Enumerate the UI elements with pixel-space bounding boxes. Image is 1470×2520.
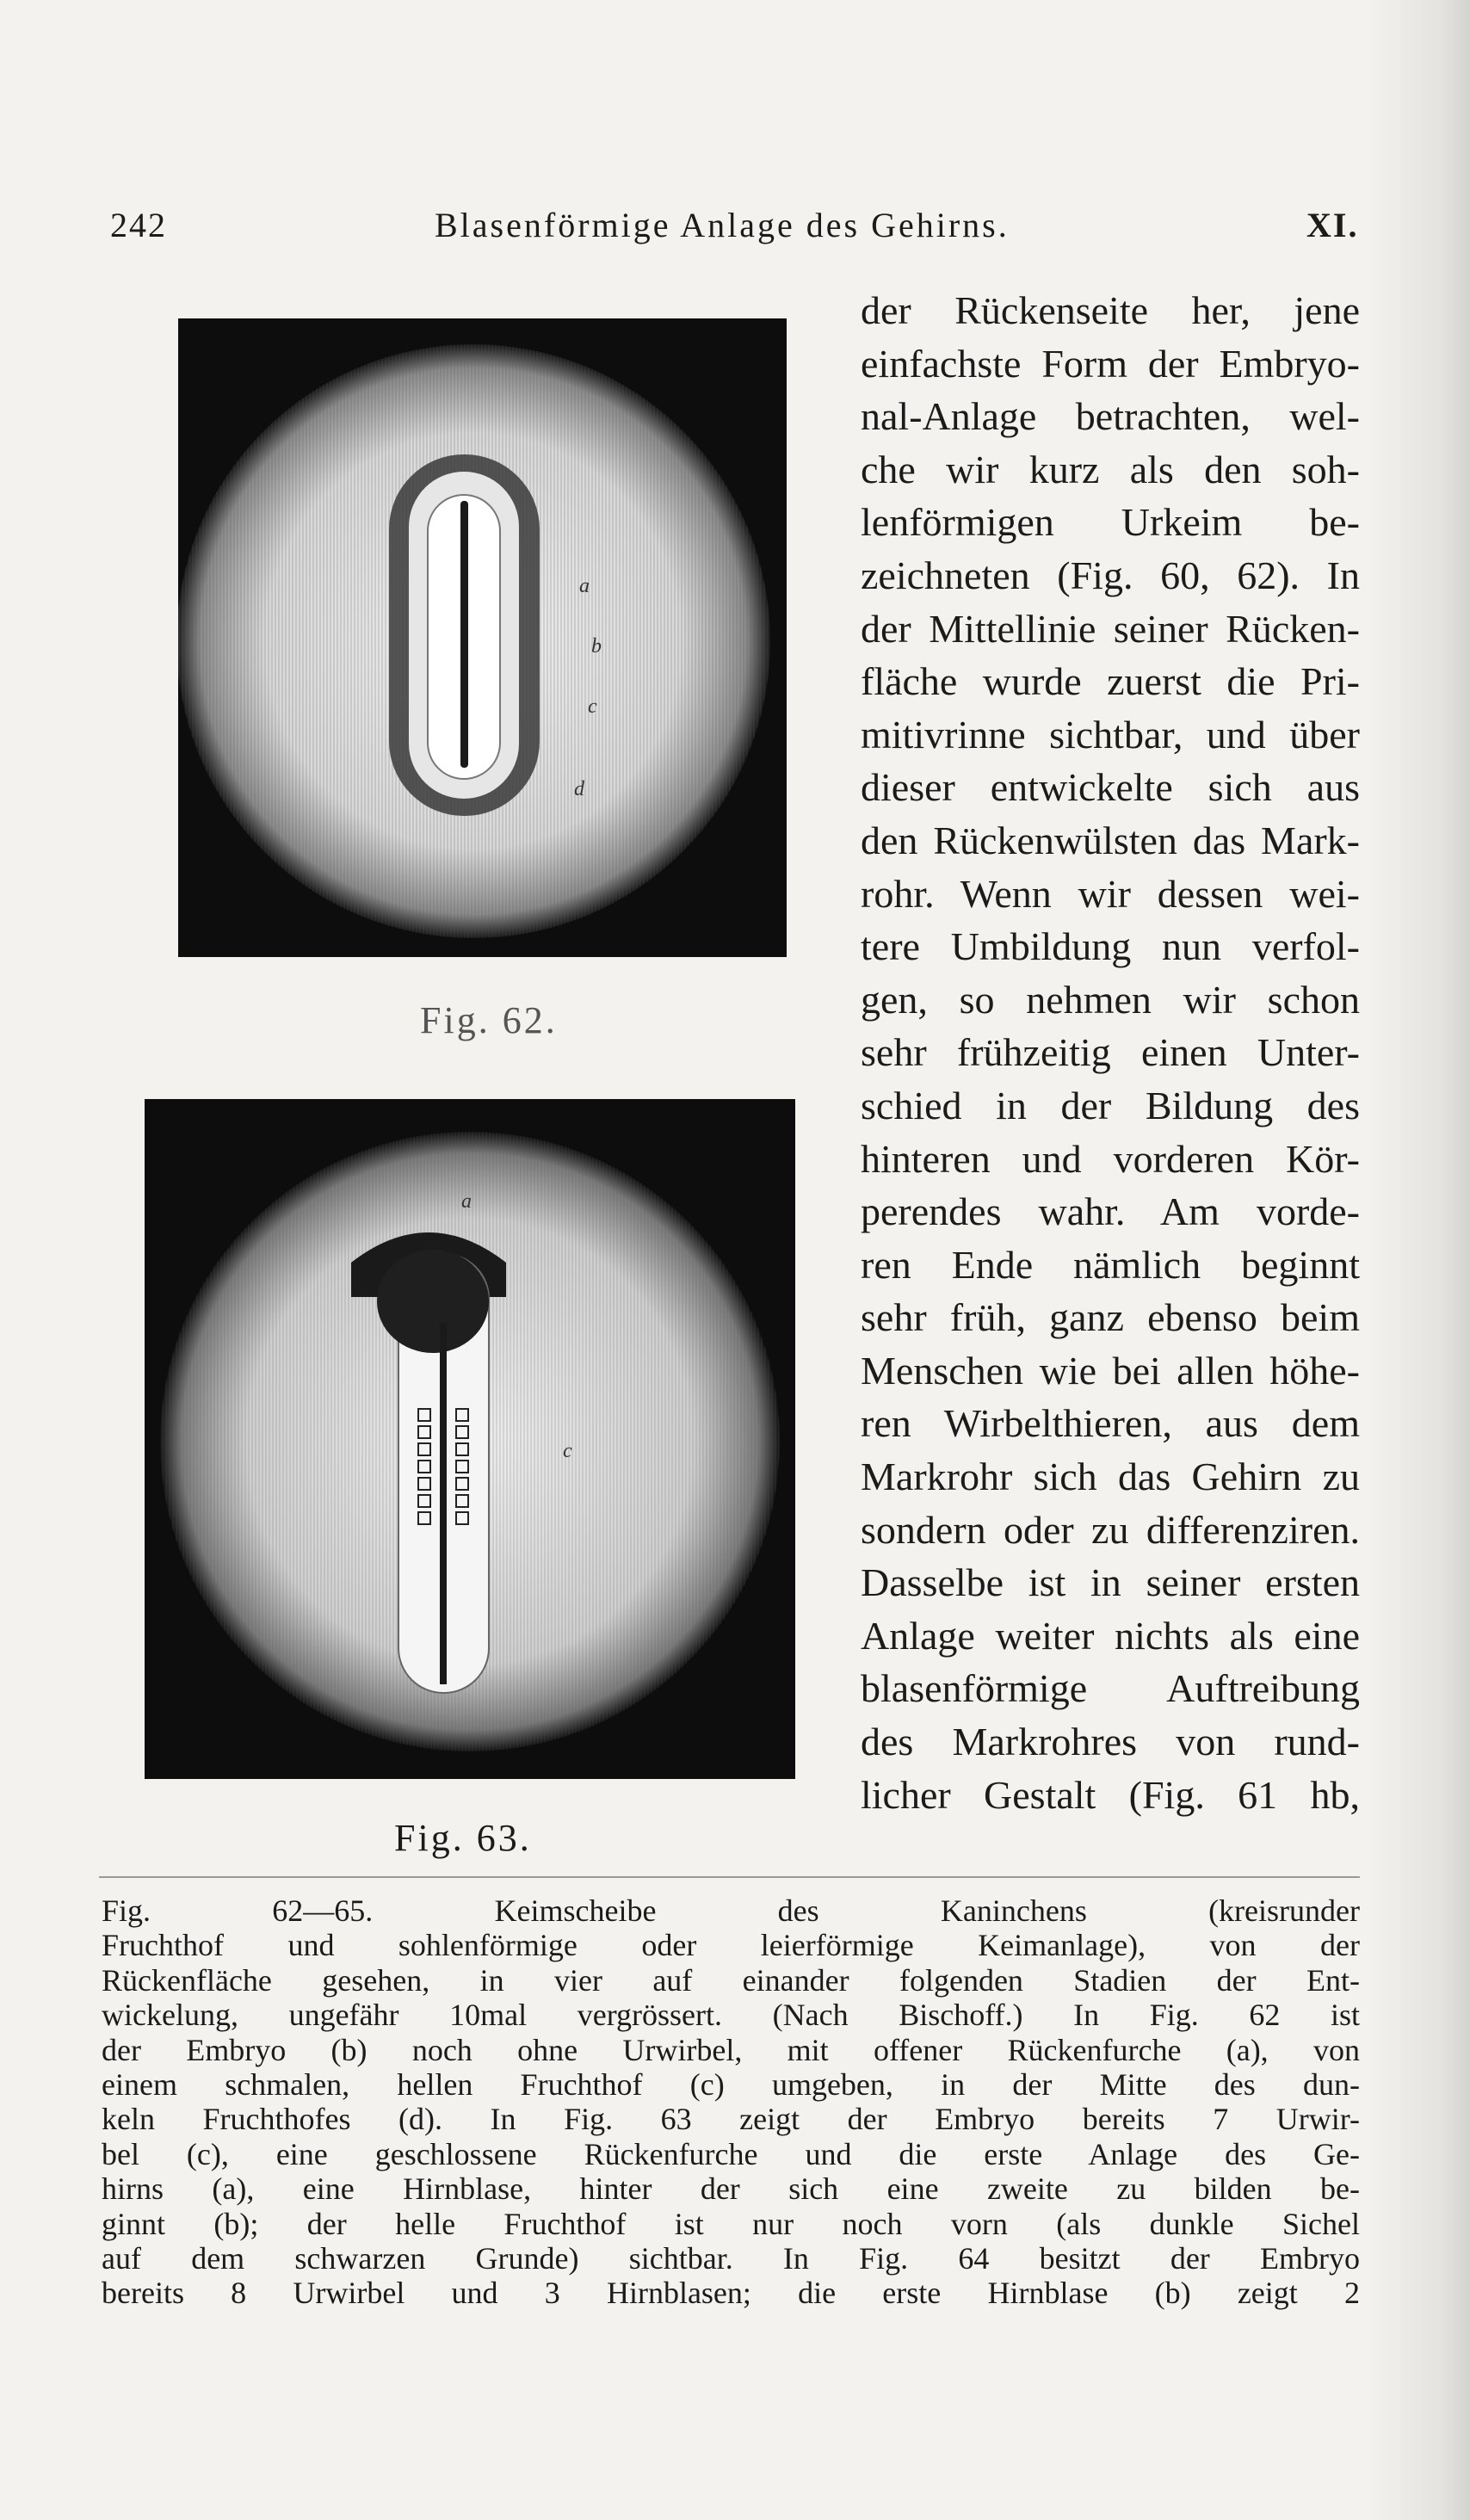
body-text-line: gen, so nehmen wir schon: [861, 977, 1360, 1022]
body-text-line: des Markrohres von rund-: [861, 1720, 1360, 1764]
label-d: d: [574, 778, 584, 800]
body-text-line: fläche wurde zuerst die Pri-: [861, 659, 1360, 704]
figure-footnote: [102, 1893, 1360, 2311]
footnote-line: auf dem schwarzen Grunde) sichtbar. In Fig. 64 besitzt der Embryo: [102, 2240, 1360, 2276]
body-text-line: ren Wirbelthieren, aus dem: [861, 1401, 1360, 1446]
footnote-line: keln Fruchthofes (d). In Fig. 63 zeigt der Embryo bereits 7 Urwir-: [102, 2102, 1360, 2137]
body-text-line: sondern oder zu differenziren.: [861, 1507, 1360, 1552]
footnote-line: wickelung, ungefähr 10mal vergrössert. (Nach Bischoff.) In Fig. 62 ist: [102, 1998, 1360, 2033]
footnote-line: Fig. 62—65. Keimscheibe des Kaninchens (kreisrunder: [102, 1893, 1360, 1928]
figure-62-illustration: [178, 318, 787, 957]
footnote-line: hirns (a), eine Hirnblase, hinter der sich eine zweite zu bilden be-: [102, 2171, 1360, 2207]
body-text-line: Menschen wie bei allen höhe-: [861, 1348, 1360, 1393]
body-text-line: rohr. Wenn wir dessen wei-: [861, 871, 1360, 916]
body-text-line: licher Gestalt (Fig. 61 hb,: [861, 1772, 1360, 1817]
footnote-line: Rückenfläche gesehen, in vier auf einander folgenden Stadien der Ent-: [102, 1962, 1360, 1998]
label-a: a: [579, 575, 590, 597]
chapter-number: XI.: [1306, 206, 1359, 244]
body-text-line: Markrohr sich das Gehirn zu: [861, 1455, 1360, 1499]
footnote-line: einem schmalen, hellen Fruchthof (c) umgeben, in der Mitte des dun-: [102, 2066, 1360, 2102]
body-text-line: ren Ende nämlich beginnt: [861, 1242, 1360, 1287]
body-text-line: Anlage weiter nichts als eine: [861, 1613, 1360, 1658]
body-text-line: der Rückenseite her, jene: [861, 288, 1360, 332]
label-a: a: [461, 1190, 472, 1213]
running-title: Blasenförmige Anlage des Gehirns.: [435, 206, 1010, 244]
body-text-line: einfachste Form der Embryo-: [861, 341, 1360, 386]
body-text-line: zeichneten (Fig. 60, 62). In: [861, 553, 1360, 597]
figure-63-illustration: [145, 1099, 795, 1779]
body-text-line: blasenförmige Auftreibung: [861, 1666, 1360, 1711]
body-text-column: [861, 284, 1360, 1821]
footnote-divider: [99, 1876, 1360, 1878]
primitive-groove: [460, 501, 468, 768]
first-brain-vesicle: [377, 1250, 489, 1353]
page-edge-shadow: [1367, 0, 1470, 2520]
body-text-line: nal-Anlage betrachten, wel-: [861, 394, 1360, 439]
figure-63-caption: Fig. 63.: [394, 1817, 532, 1859]
page-number: 242: [110, 206, 167, 244]
body-text-line: lenförmigen Urkeim be-: [861, 500, 1360, 545]
footnote-line: ginnt (b); der helle Fruchthof ist nur noch vorn (als dunkle Sichel: [102, 2206, 1360, 2241]
body-text-line: mitivrinne sichtbar, und über: [861, 712, 1360, 757]
figure-63-drawing: [145, 1099, 795, 1779]
footnote-line: Fruchthof und sohlenförmige oder leierförmige Keimanlage), von der: [102, 1928, 1360, 1963]
body-text-line: der Mittellinie seiner Rücken-: [861, 606, 1360, 651]
figure-62-caption: Fig. 62.: [420, 999, 558, 1041]
body-text-line: tere Umbildung nun verfol-: [861, 924, 1360, 969]
body-text-line: den Rückenwülsten das Mark-: [861, 818, 1360, 862]
neural-groove: [440, 1323, 447, 1684]
label-b: b: [591, 635, 602, 658]
label-c: c: [588, 695, 597, 718]
body-text-line: perendes wahr. Am vorde-: [861, 1189, 1360, 1234]
body-text-line: sehr früh, ganz ebenso beim: [861, 1295, 1360, 1340]
body-text-line: sehr frühzeitig einen Unter-: [861, 1030, 1360, 1075]
body-text-line: dieser entwickelte sich aus: [861, 765, 1360, 810]
body-text-line: hinteren und vorderen Kör-: [861, 1136, 1360, 1181]
footnote-line: der Embryo (b) noch ohne Urwirbel, mit offener Rückenfurche (a), von: [102, 2032, 1360, 2067]
footnote-line: bel (c), eine geschlossene Rückenfurche und die erste Anlage des Ge-: [102, 2136, 1360, 2171]
figure-62-drawing: [178, 318, 787, 957]
body-text-line: Dasselbe ist in seiner ersten: [861, 1560, 1360, 1605]
label-c: c: [563, 1440, 572, 1462]
footnote-line: bereits 8 Urwirbel und 3 Hirnblasen; die erste Hirnblase (b) zeigt 2: [102, 2276, 1360, 2311]
body-text-line: che wir kurz als den soh-: [861, 447, 1360, 491]
body-text-line: schied in der Bildung des: [861, 1083, 1360, 1127]
